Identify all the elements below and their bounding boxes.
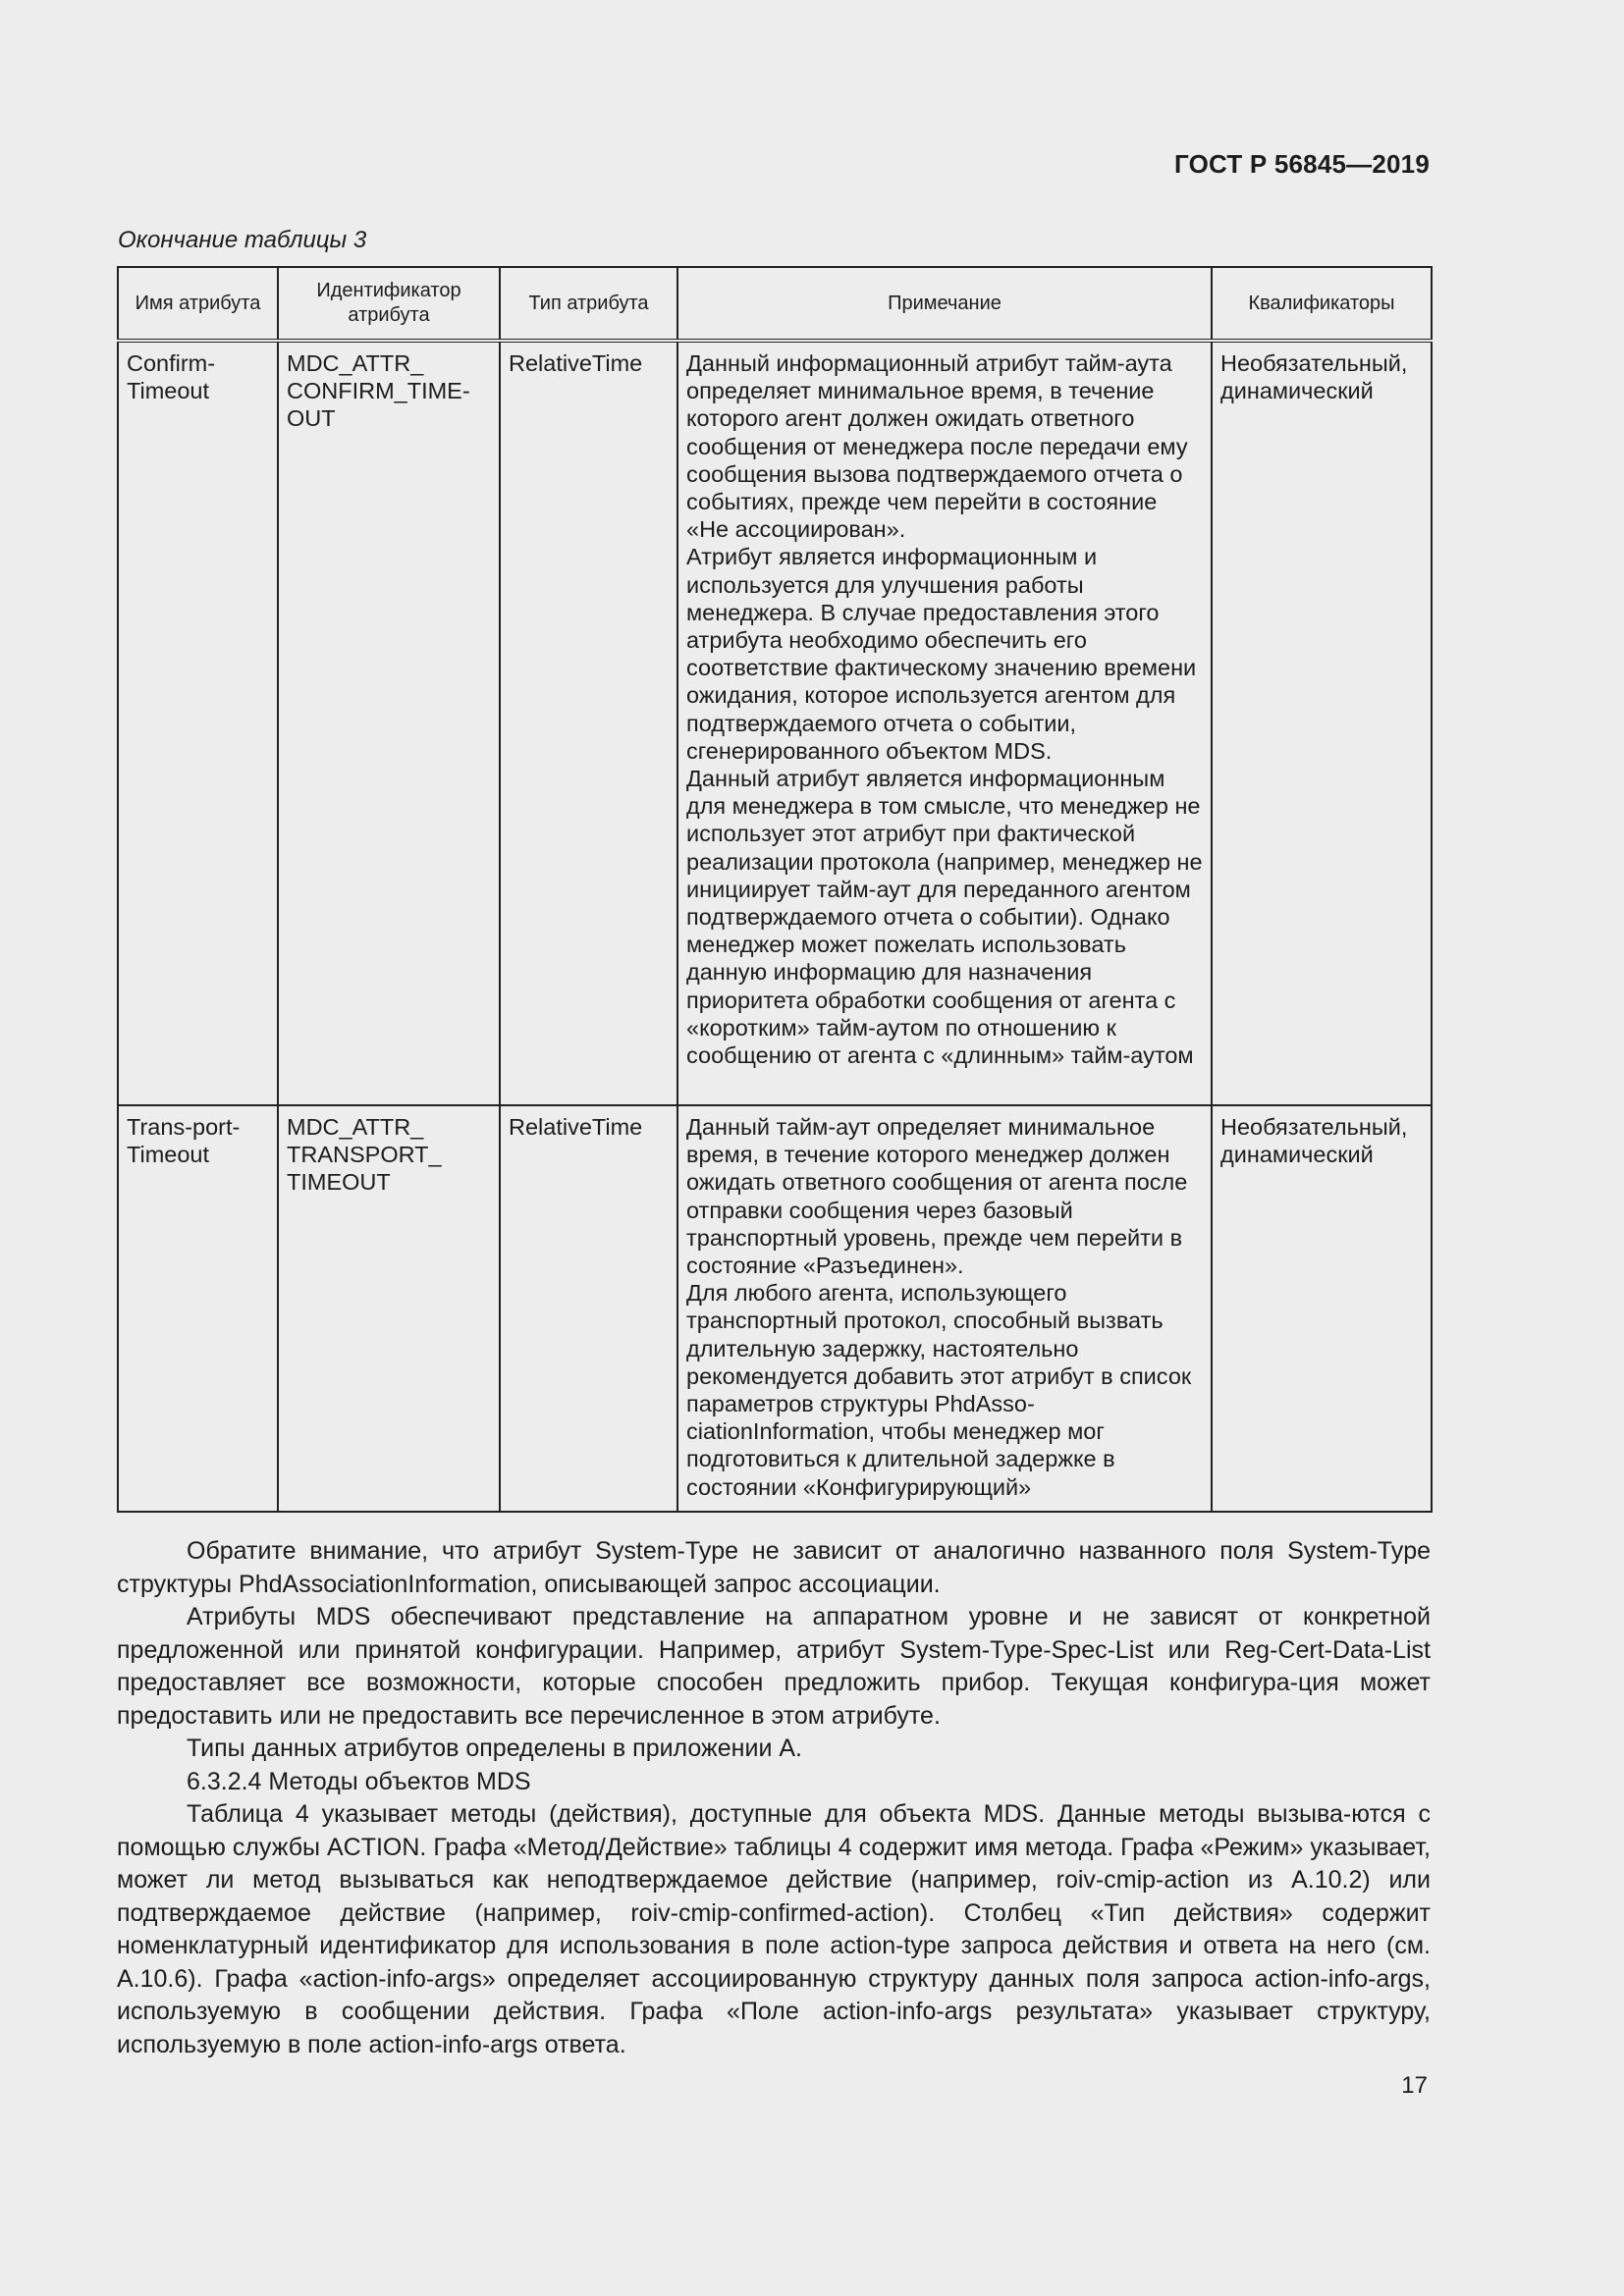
document-standard-header: ГОСТ Р 56845—2019 [1174,149,1430,179]
cell-note [677,1105,1212,1512]
cell-attribute-name: Confirm-Timeout [118,341,278,1105]
cell-qualifiers: Необязательный, динамический [1212,341,1432,1105]
page-number: 17 [1401,2072,1428,2099]
table-row [118,341,1432,1105]
column-header-note: Примечание [677,267,1212,341]
column-header-name: Имя атрибута [118,267,278,341]
note-paragraph: Атрибут является информационным и используется для улучшения работы менеджера. В случае предоставления этого атрибута необходимо обеспечить его соответствие фактическому значению времени ожидания, которое используется агентом для подтверждаемого отчета о событии, сгенерированного объектом MDS. [686,544,1197,764]
note-paragraph: Для любого агента, использующего транспортный протокол, способный вызвать длительную задержку, настоятельно рекомендуется добавить этот атрибут в список параметров структуры PhdAsso-ciationInformation, чтобы менеджер мог подготовиться к длительной задержке в состоянии «Конфигурирующий» [686,1280,1192,1500]
cell-note [677,341,1212,1105]
cell-attribute-id: MDC_ATTR_ TRANSPORT_ TIMEOUT [278,1105,500,1512]
column-header-identifier: Идентификатор атрибута [278,267,500,341]
table-header-row [118,267,1432,341]
note-paragraph: Данный информационный атрибут тайм-аута определяет минимальное время, в течение которого агент должен ожидать ответного сообщения от менеджера после передачи ему сообщения вызова подтверждаемого отчета о событиях, прежде чем перейти в состояние «Не ассоциирован». [686,350,1188,543]
section-heading: 6.3.2.4 Методы объектов MDS [187,1767,531,1795]
body-paragraph: Обратите внимание, что атрибут System-Type не зависит от аналогично названного поля System-Type структуры PhdAssociationInformation, описывающей запрос ассоциации. [117,1537,1431,1598]
body-paragraph: Атрибуты MDS обеспечивают представление на аппаратном уровне и не зависят от конкретной предложенной или принятой конфигурации. Например, атрибут System-Type-Spec-List или Reg-Cert-Data-List предоставляет все возможности, которые способен предложить прибор. Текущая конфигура-ция может предоставить или не предоставить все перечисленное в этом атрибуте. [117,1603,1431,1730]
attributes-table [117,266,1433,1513]
body-text [117,1535,1431,2061]
body-paragraph: Таблица 4 указывает методы (действия), доступные для объекта MDS. Данные методы вызыва-ются с помощью службы ACTION. Графа «Метод/Действие» таблицы 4 содержит имя метода. Графа «Режим» указывает, может ли метод вызываться как неподтверждаемое действие (например, roiv-cmip-action из А.10.2) или подтверждаемое действие (например, roiv-cmip-confirmed-action). Столбец «Тип действия» содержит номенклатурный идентификатор для использования в поле action-type запроса действия и ответа на него (см. А.10.6). Графа «action-info-args» определяет ассоциированную структуру данных поля запроса action-info-args, используемую в сообщении действия. Графа «Поле action-info-args результата» указывает структуру, используемую в поле action-info-args ответа. [117,1800,1431,2058]
body-paragraph: Типы данных атрибутов определены в приложении А. [187,1735,802,1762]
table-caption: Окончание таблицы 3 [118,227,367,253]
note-paragraph: Данный атрибут является информационным для менеджера в том смысле, что менеджер не использует этот атрибут при фактической реализации протокола (например, менеджер не инициирует тайм-аут для переданного агентом подтверждаемого отчета о событии). Однако менеджер может пожелать использовать данную информацию для назначения приоритета обработки сообщения от агента с «коротким» тайм-аутом по отношению к сообщению от агента с «длинным» тайм-аутом [686,766,1203,1069]
cell-qualifiers: Необязательный, динамический [1212,1105,1432,1512]
cell-attribute-type: RelativeTime [500,341,677,1105]
cell-attribute-id: MDC_ATTR_ CONFIRM_TIME-OUT [278,341,500,1105]
table-row [118,1105,1432,1512]
cell-attribute-type: RelativeTime [500,1105,677,1512]
note-paragraph: Данный тайм-аут определяет минимальное время, в течение которого менеджер должен ожидать ответного сообщения от агента после отправки сообщения через базовый транспортный уровень, прежде чем перейти в состояние «Разъединен». [686,1114,1188,1279]
column-header-qualifiers: Квалификаторы [1212,267,1432,341]
column-header-type: Тип атрибута [500,267,677,341]
cell-attribute-name: Trans-port-Timeout [118,1105,278,1512]
